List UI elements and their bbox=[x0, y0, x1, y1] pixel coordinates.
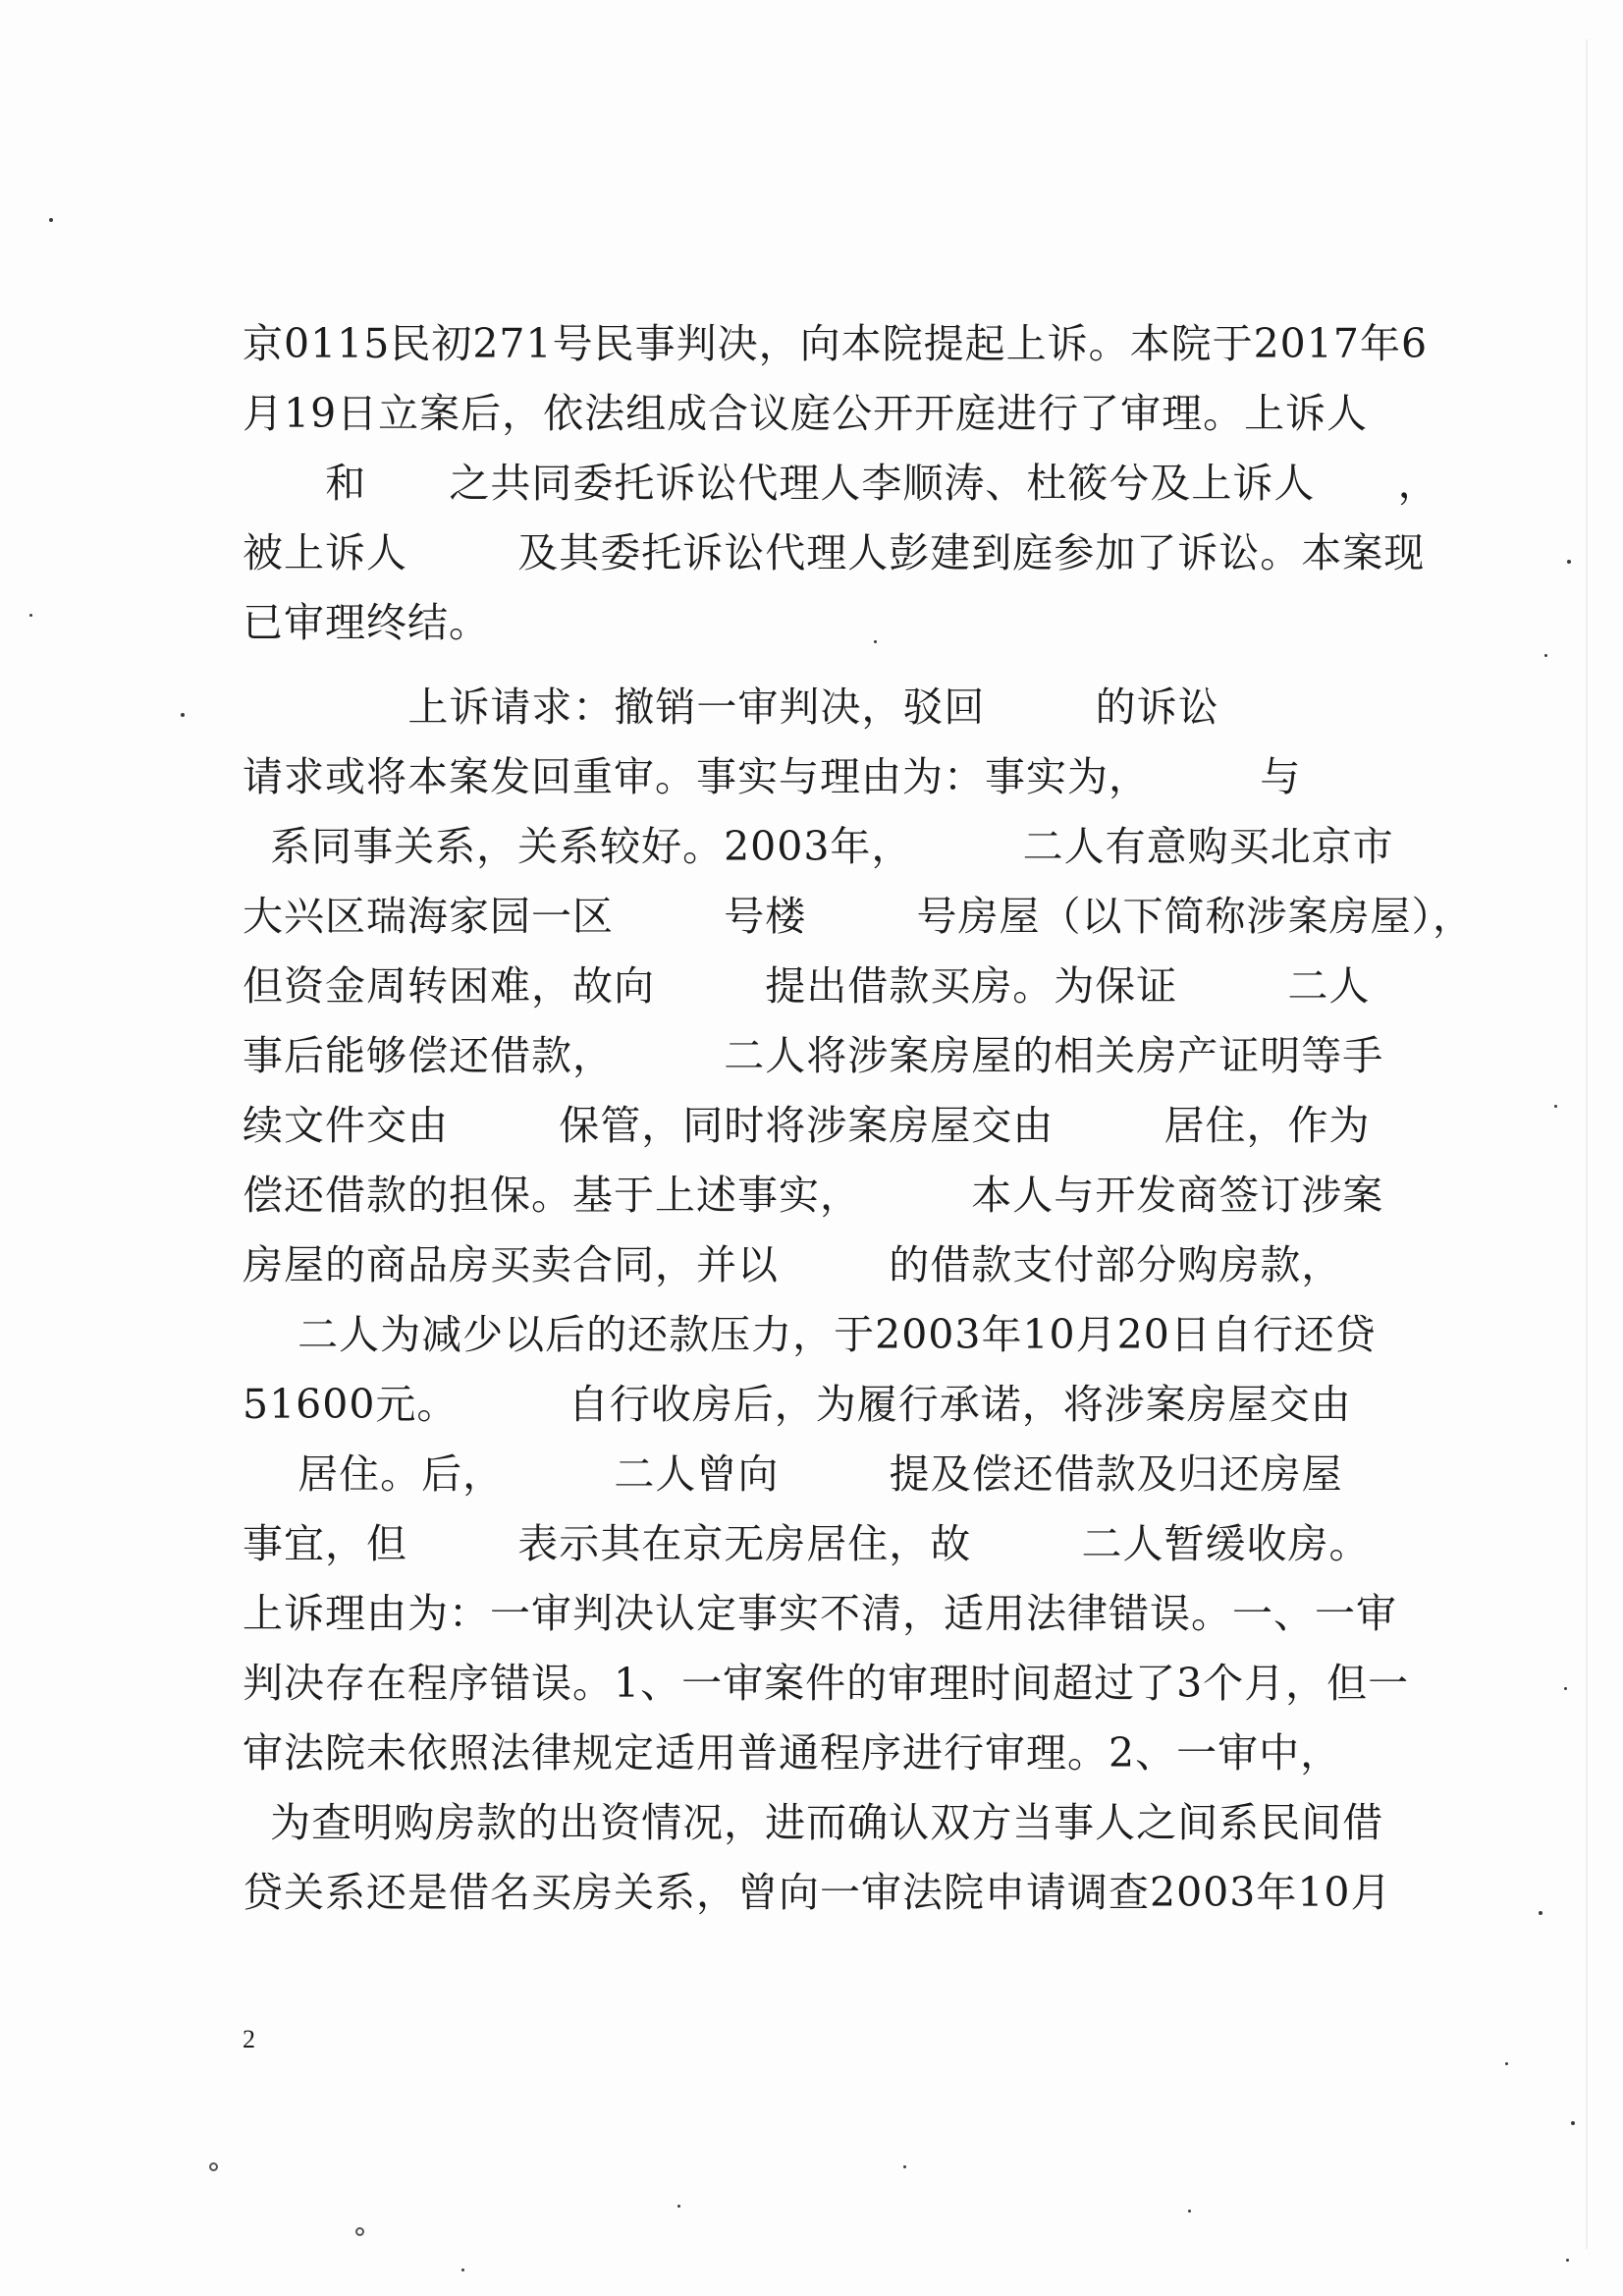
text-line: 上诉请求：撤销一审判决，驳回 的诉讼 bbox=[243, 683, 1219, 731]
scan-speck bbox=[874, 640, 877, 643]
text-line: 居住。后， 二人曾向 提及偿还借款及归还房屋 bbox=[243, 1450, 1343, 1498]
scan-ring-mark bbox=[209, 2162, 218, 2171]
scan-speck bbox=[1505, 2062, 1508, 2065]
text-line: 京0115民初271号民事判决，向本院提起上诉。本院于2017年6 bbox=[243, 320, 1429, 367]
text-line: 续文件交由 保管，同时将涉案房屋交由 居住，作为 bbox=[243, 1102, 1371, 1149]
scan-speck bbox=[1539, 1911, 1542, 1915]
text-line: 但资金周转困难，故向 提出借款买房。为保证 二人 bbox=[243, 962, 1371, 1010]
text-line: 上诉理由为：一审判决认定事实不清，适用法律错误。一、一审 bbox=[243, 1590, 1397, 1637]
text-line: 和 之共同委托诉讼代理人李顺涛、杜筱兮及上诉人 ， bbox=[243, 460, 1439, 507]
scan-speck bbox=[29, 614, 32, 617]
scan-speck bbox=[181, 713, 185, 717]
text-line: 偿还借款的担保。基于上述事实， 本人与开发商签订涉案 bbox=[243, 1172, 1384, 1219]
page-edge-shadow bbox=[1586, 39, 1588, 2249]
scan-speck bbox=[461, 2269, 464, 2271]
text-line: 请求或将本案发回重审。事实与理由为：事实为， 与 bbox=[243, 753, 1302, 800]
text-line: 房屋的商品房买卖合同，并以 的借款支付部分购房款， bbox=[243, 1241, 1343, 1288]
scan-speck bbox=[1564, 1687, 1567, 1690]
text-line: 月19日立案后，依法组成合议庭公开开庭进行了审理。上诉人 bbox=[243, 390, 1369, 437]
text-line: 二人为减少以后的还款压力，于2003年10月20日自行还贷 bbox=[243, 1311, 1377, 1358]
text-line: 被上诉人 及其委托诉讼代理人彭建到庭参加了诉讼。本案现 bbox=[243, 529, 1426, 576]
scan-speck bbox=[1567, 560, 1571, 564]
text-line: 事宜，但 表示其在京无房居住，故 二人暂缓收房。 bbox=[243, 1520, 1371, 1567]
scan-speck bbox=[1554, 1105, 1557, 1108]
scan-speck bbox=[677, 2205, 680, 2208]
scan-speck bbox=[1566, 2259, 1569, 2262]
scan-speck bbox=[49, 218, 53, 222]
text-line: 事后能够偿还借款， 二人将涉案房屋的相关房产证明等手 bbox=[243, 1032, 1384, 1079]
scan-ring-mark bbox=[355, 2227, 364, 2236]
scan-speck bbox=[1571, 2121, 1575, 2125]
text-line: 为查明购房款的出资情况，进而确认双方当事人之间系民间借 bbox=[243, 1799, 1384, 1846]
text-line: 审法院未依照法律规定适用普通程序进行审理。2、一审中， bbox=[243, 1729, 1342, 1777]
scan-speck bbox=[903, 2165, 906, 2168]
text-line: 51600元。 自行收房后，为履行承诺，将涉案房屋交由 bbox=[243, 1381, 1352, 1428]
text-line: 已审理终结。 bbox=[243, 599, 490, 646]
scan-speck bbox=[1188, 2210, 1191, 2213]
text-line: 贷关系还是借名买房关系，曾向一审法院申请调查2003年10月 bbox=[243, 1869, 1392, 1916]
page-number: 2 bbox=[243, 2025, 255, 2053]
scan-speck bbox=[1544, 654, 1547, 657]
text-line: 大兴区瑞海家园一区 号楼 号房屋（以下简称涉案房屋）， bbox=[243, 893, 1475, 940]
text-line: 系同事关系，关系较好。2003年， 二人有意购买北京市 bbox=[243, 823, 1394, 870]
text-line: 判决存在程序错误。1、一审案件的审理时间超过了3个月，但一 bbox=[243, 1660, 1410, 1707]
